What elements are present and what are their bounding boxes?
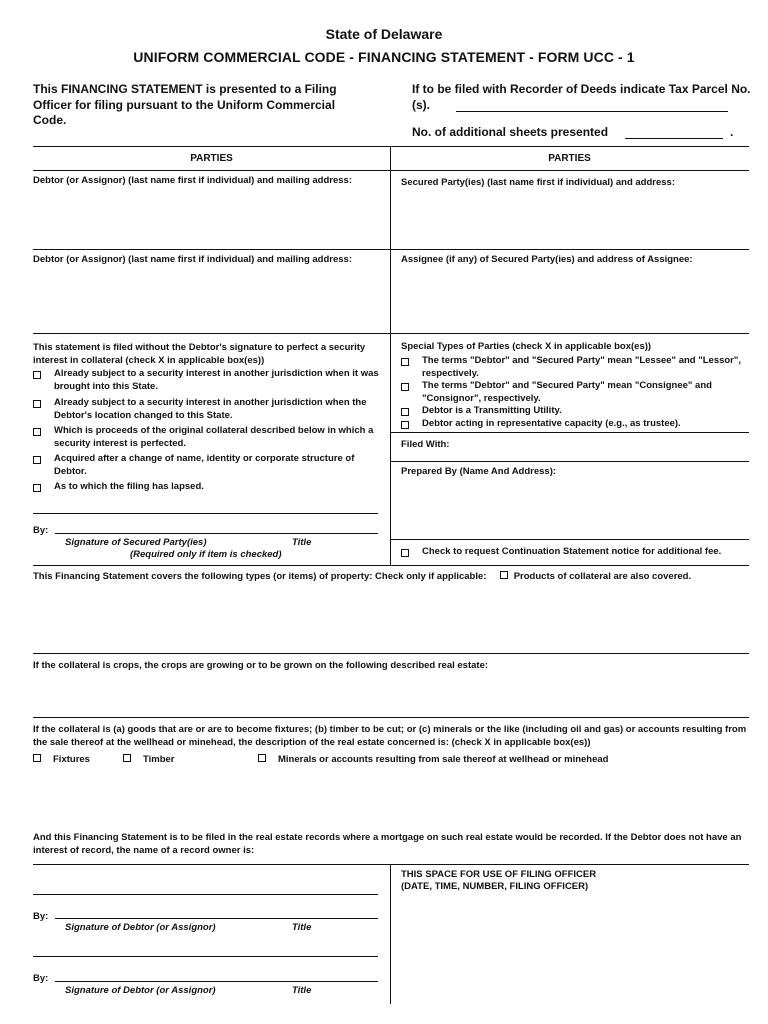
tax-parcel-line[interactable] [456, 111, 728, 112]
products-label: Products of collateral are also covered. [513, 571, 692, 582]
checkbox-icon[interactable] [401, 549, 409, 557]
checkbox-icon[interactable] [123, 754, 131, 762]
fixtures-option[interactable]: Fixtures [33, 754, 90, 767]
center-divider-bottom [390, 864, 391, 1004]
by-label-debtor-2: By: [33, 973, 49, 984]
checkbox-icon[interactable] [258, 754, 266, 762]
option-lessee-lessor[interactable]: The terms "Debtor" and "Secured Party" mean "Lessee" and "Lessor", respectively. [401, 355, 749, 380]
prepared-by-field[interactable] [392, 480, 747, 536]
filing-officer-subheading: (DATE, TIME, NUMBER, FILING OFFICER) [401, 881, 589, 892]
by-label-debtor-1: By: [33, 911, 49, 922]
secured-signature-line[interactable] [55, 533, 378, 534]
assignee-label: Assignee (if any) of Secured Party(ies) and address of Assignee: [401, 254, 693, 265]
option-another-jurisdiction[interactable]: Already subject to a security interest in another jurisdiction when it was brought into this State. [33, 368, 383, 393]
debtor-1-field[interactable] [33, 190, 388, 246]
tax-parcel-label: If to be filed with Recorder of Deeds indicate Tax Parcel No.(s). [412, 82, 751, 112]
debtor-2-label: Debtor (or Assignor) (last name first if individual) and mailing address: [33, 254, 352, 265]
real-estate-description-field[interactable] [33, 770, 749, 822]
checkbox-icon[interactable] [401, 421, 409, 429]
real-estate-records-text: And this Financing Statement is to be filed in the real estate records where a mortgage on such real estate would be recorded. If the Debtor does not have an interest of record, the name of a record owner is: [33, 832, 742, 856]
checkbox-icon[interactable] [33, 754, 41, 762]
debtor-1-label: Debtor (or Assignor) (last name first if individual) and mailing address: [33, 175, 352, 186]
parties-heading-left: PARTIES [190, 153, 233, 164]
filing-officer-field[interactable] [392, 896, 747, 1000]
checkbox-icon[interactable] [401, 383, 409, 391]
products-checkbox-icon[interactable] [500, 571, 508, 579]
crops-label: If the collateral is crops, the crops are growing or to be grown on the following described real estate: [33, 660, 489, 671]
additional-sheets-label: No. of additional sheets presented [412, 125, 609, 139]
checkbox-icon[interactable] [33, 371, 41, 379]
required-note: (Required only if item is checked) [130, 549, 282, 560]
debtor-signature-label-2: Signature of Debtor (or Assignor) [65, 985, 216, 996]
checkbox-icon[interactable] [33, 484, 41, 492]
secured-party-label: Secured Party(ies) (last name first if individual) and address: [401, 177, 675, 188]
period: . [730, 125, 734, 139]
intro-text: This FINANCING STATEMENT is presented to a Filing Officer for filing pursuant to the Uniform Commercial Code. [33, 82, 337, 127]
fixtures-description: If the collateral is (a) goods that are or are to become fixtures; (b) timber to be cut; or (c) minerals or the like (including oil and gas) or accounts resulting from the sale thereof at the wellhead or minehead, the description of the real estate concerned is: (check X in applicable box(es)) [33, 724, 747, 748]
debtor-signature-label-1: Signature of Debtor (or Assignor) [65, 922, 216, 933]
filed-with-label: Filed With: [401, 439, 450, 450]
option-lapsed[interactable]: As to which the filing has lapsed. [33, 481, 383, 494]
without-signature-intro: This statement is filed without the Debtor's signature to perfect a security interest in collateral (check X in applicable box(es)) [33, 342, 366, 366]
center-divider-top [390, 146, 391, 565]
option-proceeds[interactable]: Which is proceeds of the original collateral described below in which a security interest is perfected. [33, 425, 383, 450]
debtor-signature-line-2[interactable] [55, 981, 378, 982]
option-location-changed[interactable]: Already subject to a security interest in another jurisdiction when the Debtor's location changed to this State. [33, 397, 383, 422]
filing-officer-heading: THIS SPACE FOR USE OF FILING OFFICER [401, 869, 597, 880]
property-description-field[interactable] [33, 588, 749, 650]
parties-heading-right: PARTIES [548, 153, 591, 164]
checkbox-icon[interactable] [33, 428, 41, 436]
checkbox-icon[interactable] [401, 408, 409, 416]
checkbox-icon[interactable] [33, 456, 41, 464]
debtor-title-label-2: Title [292, 985, 312, 996]
option-transmitting-utility[interactable]: Debtor is a Transmitting Utility. [401, 405, 749, 418]
prepared-by-label: Prepared By (Name And Address): [401, 466, 557, 477]
checkbox-icon[interactable] [33, 400, 41, 408]
debtor-title-label-1: Title [292, 922, 312, 933]
record-owner-field[interactable] [33, 866, 378, 892]
checkbox-icon[interactable] [401, 358, 409, 366]
form-state: State of Delaware [325, 26, 443, 42]
assignee-field[interactable] [392, 270, 747, 330]
additional-sheets-line[interactable] [625, 138, 723, 139]
filed-with-field[interactable] [460, 436, 748, 458]
secured-party-field[interactable] [392, 192, 747, 246]
form-title: UNIFORM COMMERCIAL CODE - FINANCING STATEMENT - FORM UCC - 1 [133, 49, 635, 65]
special-types-heading: Special Types of Parties (check X in applicable box(es)) [401, 341, 652, 352]
property-covers-label: This Financing Statement covers the following types (or items) of property: Check only if applicable: Products of collateral are also covered. [33, 571, 692, 582]
debtor-2-field[interactable] [33, 270, 388, 330]
crops-field[interactable] [33, 676, 749, 714]
timber-option[interactable]: Timber [123, 754, 175, 767]
option-representative[interactable]: Debtor acting in representative capacity (e.g., as trustee). [401, 418, 749, 431]
minerals-option[interactable]: Minerals or accounts resulting from sale thereof at wellhead or minehead [258, 754, 608, 767]
option-name-change[interactable]: Acquired after a change of name, identity or corporate structure of Debtor. [33, 453, 383, 478]
debtor-signature-line-1[interactable] [55, 918, 378, 919]
by-label-secured: By: [33, 525, 49, 536]
secured-signature-label: Signature of Secured Party(ies) [65, 537, 207, 548]
option-consignee-consignor[interactable]: The terms "Debtor" and "Secured Party" mean "Consignee" and "Consignor", respectively. [401, 380, 749, 405]
option-continuation[interactable]: Check to request Continuation Statement notice for additional fee. [401, 546, 749, 559]
secured-title-label: Title [292, 537, 312, 548]
